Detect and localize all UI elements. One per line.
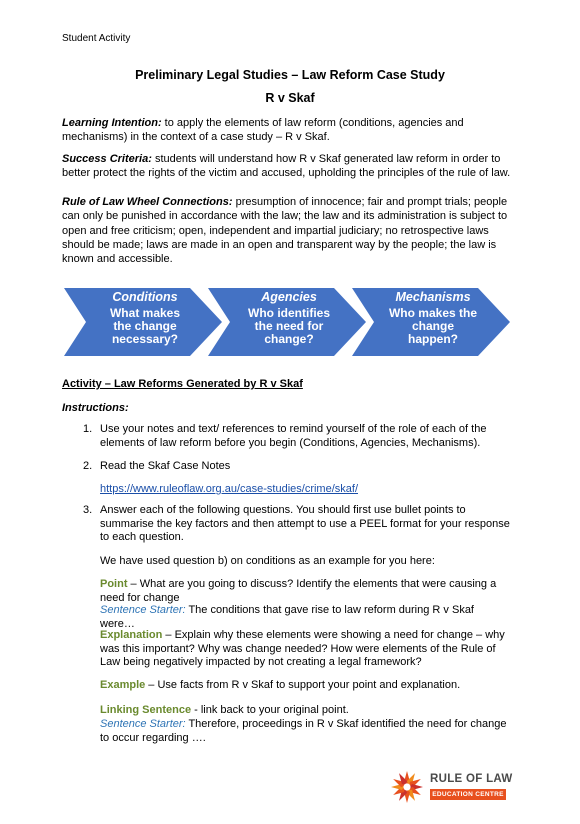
activity-title: Activity – Law Reforms Generated by R v Skaf [62, 378, 303, 390]
logo-title: RULE OF LAW [430, 773, 513, 785]
chevron-agencies-sub2: the need for [254, 319, 324, 333]
skaf-case-notes-link[interactable]: https://www.ruleoflaw.org.au/case-studies/crime/skaf/ [100, 483, 358, 495]
peel-example-label: Example [100, 679, 146, 691]
instructions-label: Instructions: [62, 402, 129, 414]
item-3-number: 3. [83, 504, 93, 516]
chevron-mechanisms-sub2: change [411, 319, 454, 333]
rule-of-law-logo [390, 768, 520, 808]
starburst-logo-icon [390, 770, 424, 804]
page-title: Preliminary Legal Studies – Law Reform Case Study [135, 68, 445, 82]
peel-point [100, 578, 510, 605]
chevron-agencies-sub1: Who identifies [248, 306, 330, 320]
success-criteria-label: Success Criteria: [62, 153, 152, 165]
linking-starter-text: Therefore, proceedings in R v Skaf identified the need for change to occur regarding …. [100, 718, 507, 744]
chevron-agencies-label [228, 290, 350, 346]
peel-explanation-label: Explanation [100, 629, 163, 641]
peel-explanation [100, 629, 510, 670]
linking-starter-label: Sentence Starter: [100, 718, 186, 730]
success-criteria [62, 152, 518, 181]
peel-linking-text: - link back to your original point. [191, 704, 349, 716]
chevron-conditions-sub1: What makes [109, 306, 181, 320]
rule-of-law-connections [62, 195, 518, 266]
chevron-mechanisms-sub3: happen? [408, 332, 458, 346]
peel-example-text: – Use facts from R v Skaf to support your point and explanation. [145, 679, 461, 691]
point-starter-label: Sentence Starter: [100, 604, 186, 616]
success-criteria-text: students will understand how R v Skaf generated law reform in order to better protect the rights of the victim and accused, upholding the principles of the rule of law. [62, 153, 511, 180]
rule-of-law-text: presumption of innocence; fair and prompt trials; people can only be punished in accordance with the law; the law and its administration is subject to open and free criticism; open, independent and impartial judiciary; no retrospective laws should be made; laws are made in an open and transparent way by the people; the law is known and accessible. [62, 196, 508, 266]
peel-linking-label: Linking Sentence [100, 704, 192, 716]
peel-linking [100, 704, 510, 718]
chevron-conditions-title: Conditions [112, 290, 178, 304]
chevron-agencies-title: Agencies [261, 290, 317, 304]
law-reform-chevron-diagram [64, 288, 510, 356]
chevron-mechanisms-label [372, 290, 494, 346]
item-1-text: Use your notes and text/ references to remind yourself of the role of each of the elements of law reform before you begin (Conditions, Agencies, Mechanisms). [100, 423, 487, 449]
chevron-agencies-sub3: change? [264, 332, 314, 346]
item-1-number: 1. [83, 423, 93, 435]
chevron-mechanisms-sub1: Who makes the [388, 306, 478, 320]
peel-point-text: – What are you going to discuss? Identify the elements that were causing a need for change [100, 578, 497, 604]
point-starter-text: The conditions that gave rise to law reform during R v Skaf were… [100, 604, 474, 630]
chevron-conditions-sub2: the change [113, 319, 177, 333]
peel-example [100, 679, 510, 693]
item-2-number: 2. [83, 460, 93, 472]
chevron-mechanisms-title: Mechanisms [395, 290, 471, 304]
peel-point-label: Point [100, 578, 128, 590]
item-2-text: Read the Skaf Case Notes [100, 460, 231, 472]
peel-point-starter [100, 604, 510, 631]
rule-of-law-label: Rule of Law Wheel Connections: [62, 196, 233, 208]
logo-subtitle: EDUCATION CENTRE [430, 789, 506, 800]
learning-intention-label: Learning Intention: [62, 117, 162, 129]
chevron-conditions-sub3: necessary? [111, 332, 179, 346]
item-3-note: We have used question b) on conditions as an example for you here: [100, 555, 435, 567]
page-header-label: Student Activity [62, 33, 131, 44]
item-3-text: Answer each of the following questions. You should first use bullet points to summarise the key factors and then attempt to use a PEEL format for your response to each question. [100, 504, 510, 543]
peel-explanation-text: – Explain why these elements were showing a need for change – why was this important? Why was change needed? How were elements of the Rule of Law being negatively impacted by not creating a legal framework? [100, 629, 505, 668]
learning-intention [62, 116, 518, 145]
page-subtitle: R v Skaf [265, 91, 315, 105]
chevron-conditions-label [84, 290, 206, 346]
peel-linking-starter [100, 718, 510, 745]
learning-intention-text: to apply the elements of law reform (conditions, agencies and mechanisms) in the context of a case study – R v Skaf. [62, 117, 464, 144]
